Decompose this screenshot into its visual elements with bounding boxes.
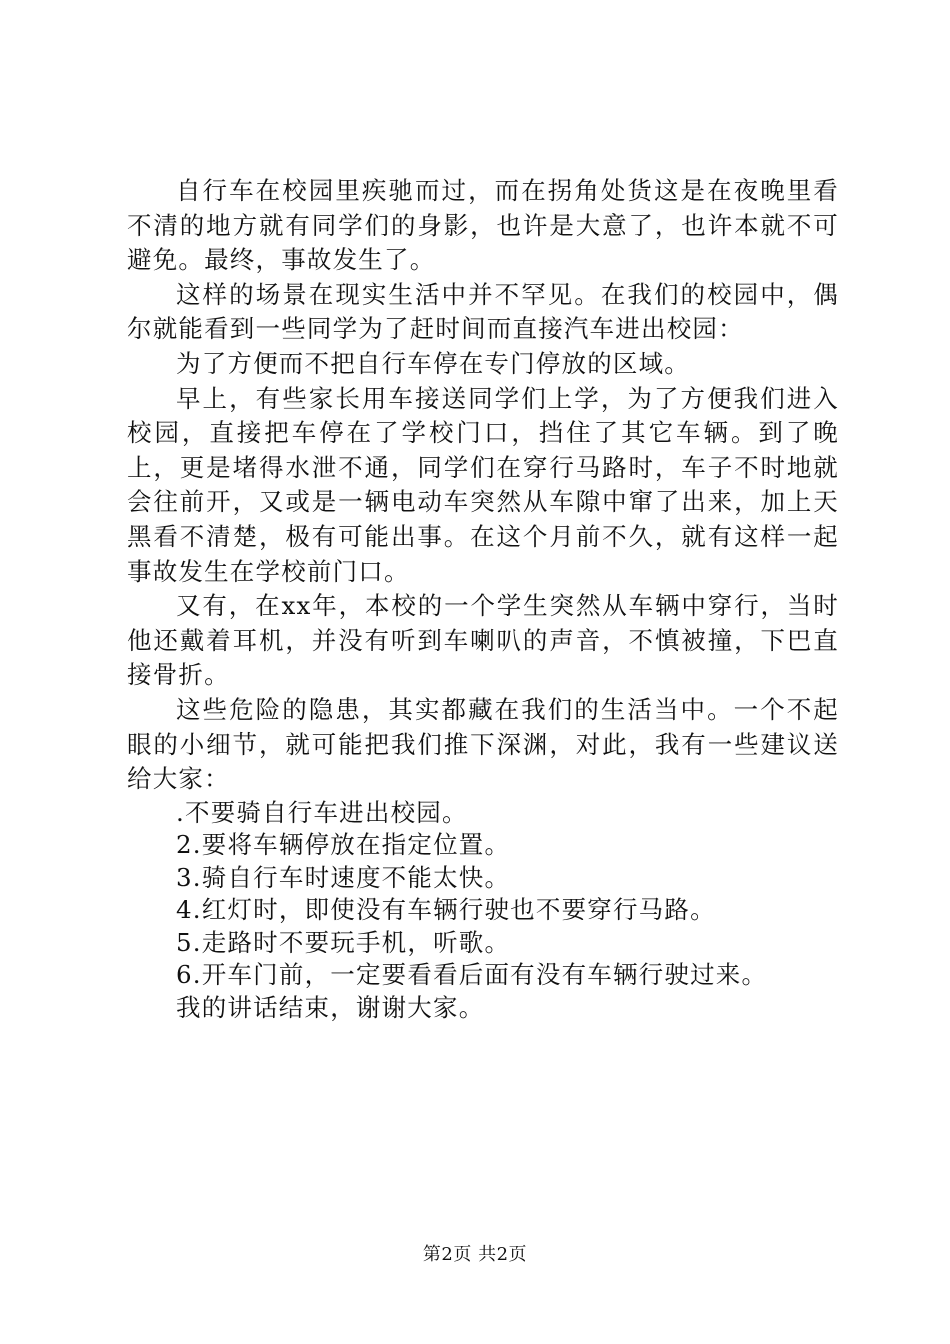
page-number-footer: 第2页 共2页	[422, 1244, 528, 1265]
document-body	[127, 174, 839, 1024]
paragraph-common-scene: 这样的场景在现实生活中并不罕见。在我们的校园中，偶尔就能看到一些同学为了赶时间而直接汽车进出校园：	[127, 279, 839, 344]
paragraph-bicycle-accident: 自行车在校园里疾驰而过，而在拐角处货这是在夜晚里看不清的地方就有同学们的身影，也许是大意了，也许本就不可避免。最终，事故发生了。	[127, 176, 839, 275]
paragraph-hidden-dangers: 这些危险的隐患，其实都藏在我们的生活当中。一个不起眼的小细节，就可能把我们推下深渊，对此，我有一些建议送给大家：	[127, 694, 839, 794]
paragraph-parking-convenience: 为了方便而不把自行车停在专门停放的区域。	[176, 348, 690, 378]
paragraph-morning-traffic: 早上，有些家长用车接送同学们上学，为了方便我们进入校园，直接把车停在了学校门口，挡住了其它车辆。到了晚上，更是堵得水泄不通，同学们在穿行马路时，车子不时地就会往前开，又或是一辆电动车突然从车隙中窜了出来，加上天黑看不清楚，极有可能出事。在这个月前不久，就有这样一起事故发生在学校前门口。	[127, 383, 839, 586]
suggestion-list	[127, 797, 839, 992]
suggestion-item: 3.骑自行车时速度不能太快。	[176, 862, 511, 892]
suggestion-item: 5.走路时不要玩手机，听歌。	[176, 927, 511, 957]
suggestion-item: 2.要将车辆停放在指定位置。	[176, 830, 511, 860]
closing-remark: 我的讲话结束，谢谢大家。	[176, 992, 485, 1022]
suggestion-item: .不要骑自行车进出校园。	[176, 797, 468, 827]
paragraph-student-injury: 又有，在xx年，本校的一个学生突然从车辆中穿行，当时他还戴着耳机，并没有听到车喇叭的声音，不慎被撞，下巴直接骨折。	[127, 591, 839, 690]
suggestion-item: 6.开车门前，一定要看看后面有没有车辆行驶过来。	[176, 960, 768, 990]
suggestion-item: 4.红灯时，即使没有车辆行驶也不要穿行马路。	[176, 895, 716, 925]
